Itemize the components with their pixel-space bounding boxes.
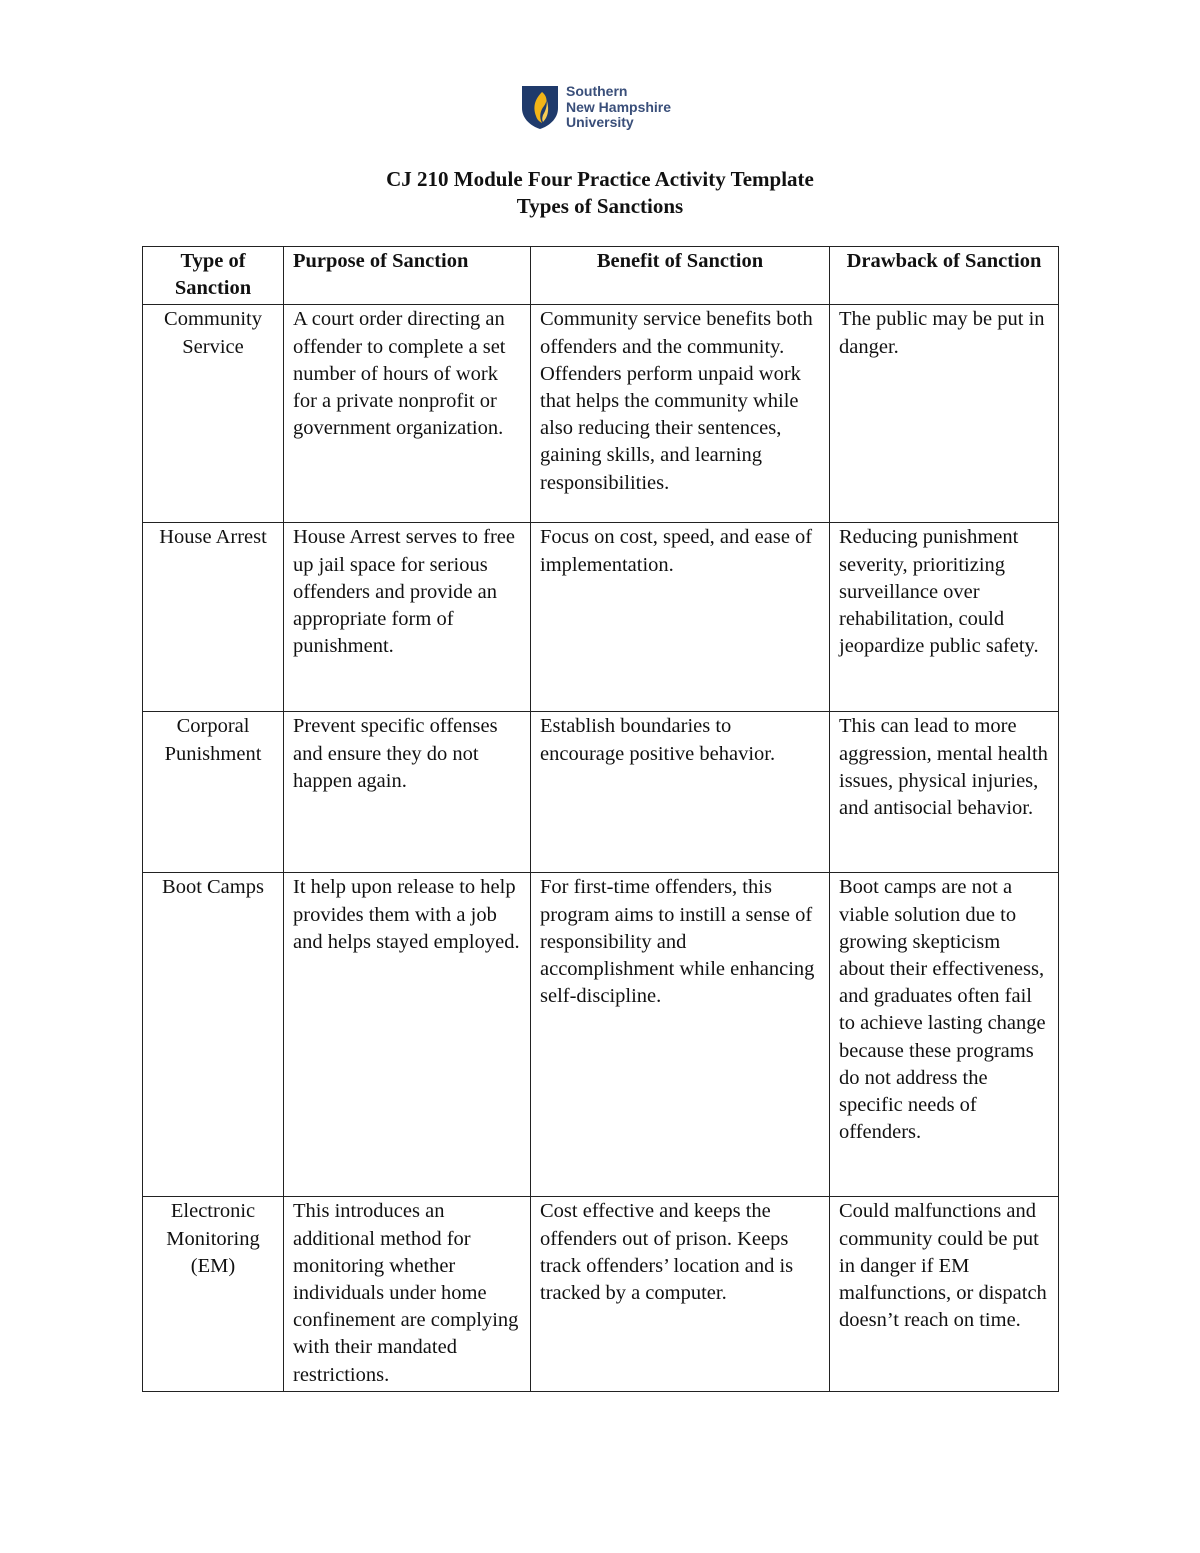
- cell-type: Boot Camps: [143, 873, 284, 1197]
- cell-benefit: Cost effective and keeps the offenders out of prison. Keeps track offenders’ location and is tracked by a computer.: [531, 1197, 830, 1391]
- cell-purpose: This introduces an additional method for monitoring whether individuals under home confinement are complying with their mandated restrictions.: [284, 1197, 531, 1391]
- cell-purpose: House Arrest serves to free up jail space for serious offenders and provide an appropriate form of punishment.: [284, 523, 531, 712]
- table-row: [143, 1197, 1059, 1391]
- cell-drawback: Boot camps are not a viable solution due to growing skepticism about their effectiveness, and graduates often fail to achieve lasting change because these programs do not address the specific needs of offenders.: [830, 873, 1059, 1197]
- cell-drawback: Could malfunctions and community could be put in danger if EM malfunctions, or dispatch doesn’t reach on time.: [830, 1197, 1059, 1391]
- table-row: [143, 873, 1059, 1197]
- document-subtitle: Types of Sanctions: [516, 194, 684, 218]
- logo-line-1: Southern: [566, 83, 628, 99]
- sanctions-table: [142, 246, 1059, 1392]
- cell-purpose: It help upon release to help provides them with a job and helps stayed employed.: [284, 873, 531, 1197]
- flame-shield-icon: [520, 84, 560, 130]
- header-type: Type of Sanction: [143, 247, 284, 305]
- cell-benefit: For first-time offenders, this program aims to instill a sense of responsibility and accomplishment while enhancing self-discipline.: [531, 873, 830, 1197]
- document-header: [0, 166, 1200, 220]
- header-drawback: Drawback of Sanction: [830, 247, 1059, 305]
- cell-type: Community Service: [143, 305, 284, 523]
- cell-drawback: Reducing punishment severity, prioritizing surveillance over rehabilitation, could jeopardize public safety.: [830, 523, 1059, 712]
- table-header-row: [143, 247, 1059, 305]
- table-row: [143, 712, 1059, 873]
- logo-line-2: New Hampshire: [566, 98, 672, 115]
- table-row: [143, 305, 1059, 523]
- table-row: [143, 523, 1059, 712]
- header-purpose: Purpose of Sanction: [284, 247, 531, 305]
- cell-type: Electronic Monitoring (EM): [143, 1197, 284, 1391]
- cell-purpose: A court order directing an offender to complete a set number of hours of work for a private nonprofit or government organization.: [284, 305, 531, 523]
- logo-line-3: University: [566, 114, 634, 130]
- header-benefit: Benefit of Sanction: [531, 247, 830, 305]
- cell-benefit: Establish boundaries to encourage positive behavior.: [531, 712, 830, 873]
- document-title: CJ 210 Module Four Practice Activity Template: [386, 167, 814, 191]
- cell-drawback: This can lead to more aggression, mental health issues, physical injuries, and antisocial behavior.: [830, 712, 1059, 873]
- cell-purpose: Prevent specific offenses and ensure they do not happen again.: [284, 712, 531, 873]
- cell-drawback: The public may be put in danger.: [830, 305, 1059, 523]
- cell-type: House Arrest: [143, 523, 284, 712]
- cell-benefit: Focus on cost, speed, and ease of implementation.: [531, 523, 830, 712]
- logo-wordmark: [566, 84, 671, 131]
- cell-type: Corporal Punishment: [143, 712, 284, 873]
- cell-benefit: Community service benefits both offenders and the community. Offenders perform unpaid work that helps the community while also reducing their sentences, gaining skills, and learning responsibilities.: [531, 305, 830, 523]
- university-logo: [520, 84, 700, 134]
